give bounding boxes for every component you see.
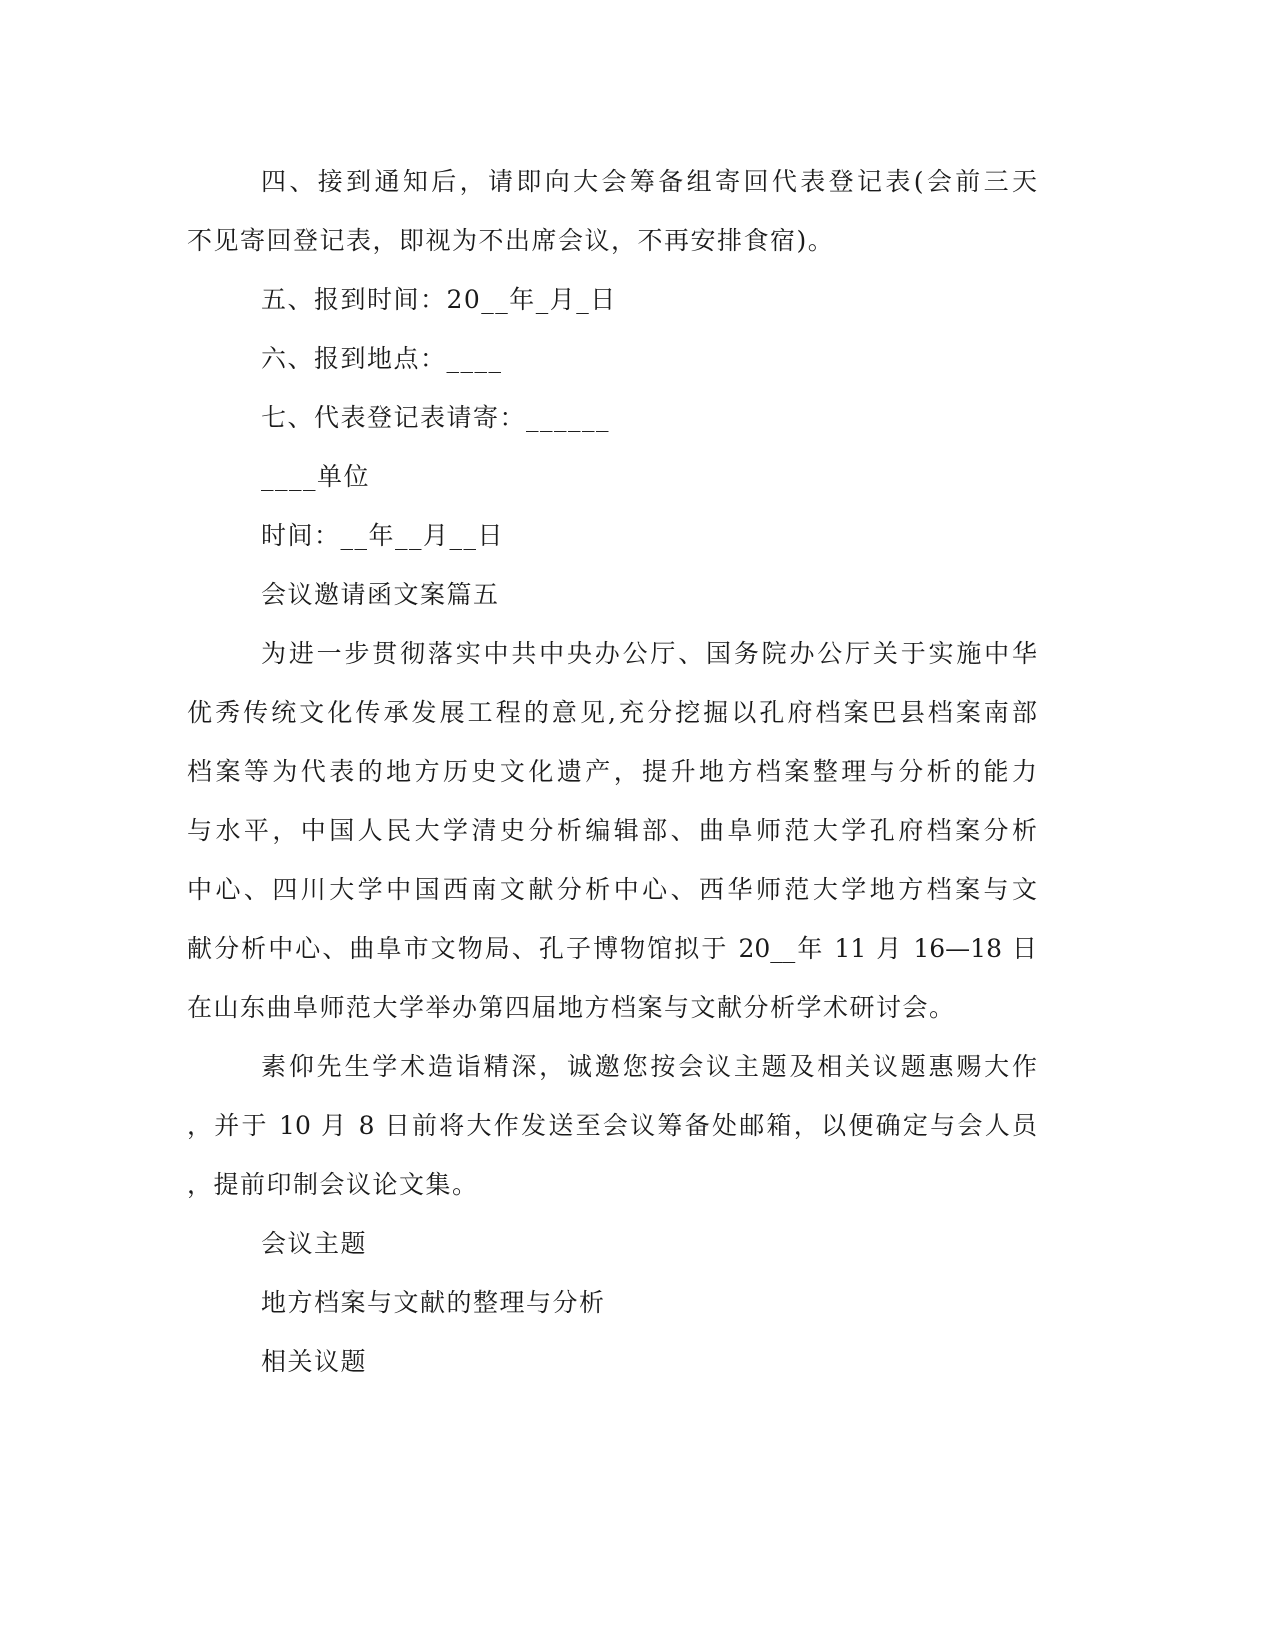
paragraph-line: 优秀传统文化传承发展工程的意见,充分挖掘以孔府档案巴县档案南部 [187, 698, 1037, 727]
paragraph-line: 地方档案与文献的整理与分析 [261, 1288, 606, 1317]
paragraph-line: 六、报到地点：____ [261, 344, 503, 373]
paragraph-line: 中心、四川大学中国西南文献分析中心、西华师范大学地方档案与文 [187, 875, 1037, 904]
paragraph-line: 为进一步贯彻落实中共中央办公厅、国务院办公厅关于实施中华 [261, 639, 1037, 668]
paragraph-line: ，并于 10 月 8 日前将大作发送至会议筹备处邮箱，以便确定与会人员 [187, 1111, 1037, 1140]
paragraph-line: 在山东曲阜师范大学举办第四届地方档案与文献分析学术研讨会。 [187, 993, 956, 1022]
paragraph-line: 五、报到时间：20__年_月_日 [261, 285, 617, 314]
section-heading: 会议主题 [261, 1229, 368, 1258]
section-heading: 相关议题 [261, 1347, 368, 1376]
paragraph-line: 素仰先生学术造诣精深，诚邀您按会议主题及相关议题惠赐大作 [261, 1052, 1037, 1081]
paragraph-line: 七、代表登记表请寄：______ [261, 403, 611, 432]
paragraph-line: 四、接到通知后，请即向大会筹备组寄回代表登记表(会前三天 [261, 167, 1037, 196]
paragraph-line: 不见寄回登记表，即视为不出席会议，不再安排食宿)。 [187, 226, 835, 255]
section-heading: 会议邀请函文案篇五 [261, 580, 500, 609]
paragraph-line: ，提前印制会议论文集。 [187, 1170, 479, 1199]
paragraph-line: 时间：__年__月__日 [261, 521, 505, 550]
paragraph-line: 档案等为代表的地方历史文化遗产，提升地方档案整理与分析的能力 [187, 757, 1037, 786]
paragraph-line: 献分析中心、曲阜市文物局、孔子博物馆拟于 20__年 11 月 16—18 日 [187, 934, 1037, 963]
paragraph-line: ____单位 [261, 462, 371, 491]
paragraph-line: 与水平，中国人民大学清史分析编辑部、曲阜师范大学孔府档案分析 [187, 816, 1037, 845]
